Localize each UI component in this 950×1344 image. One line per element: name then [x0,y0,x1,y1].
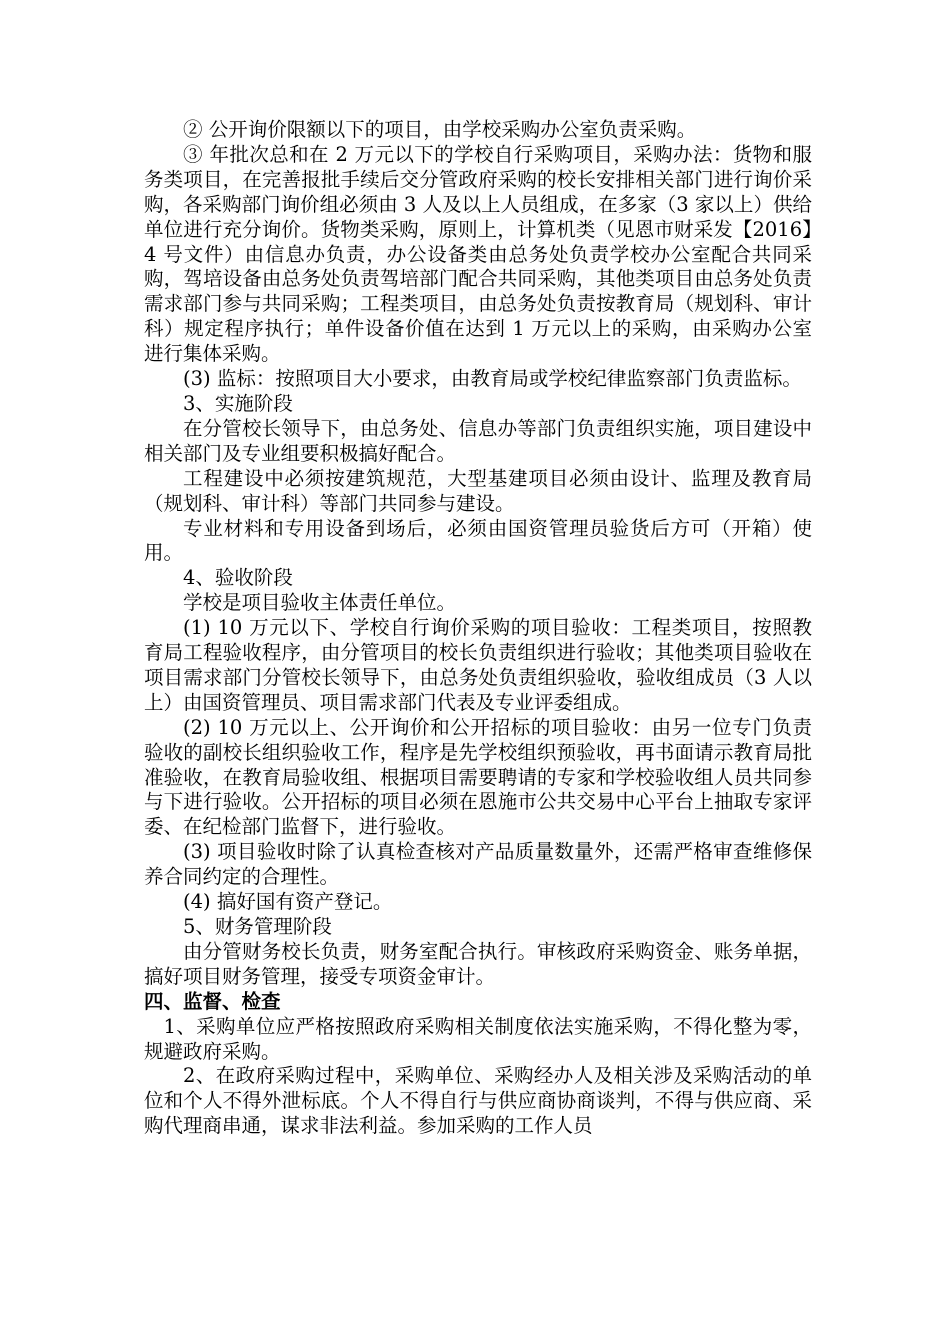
paragraph-acceptance-over-100k: (2) 10 万元以上、公开询价和公开招标的项目验收：由另一位专门负责验收的副校长组织验收工作，程序是先学校组织预验收，再书面请示教育局批准验收，在教育局验收组、根据项目需要聘请的专家和学校验收组人员共同参与下进行验收。公开招标的项目必须在恩施市公共交易中心平台上抽取专家评委、在纪检部门监督下，进行验收。 [144,715,812,839]
paragraph-school-responsibility: 学校是项目验收主体责任单位。 [183,591,457,615]
section-acceptance-stage: 4、验收阶段 [183,566,293,590]
paragraph-implementation-lead: 在分管校长领导下，由总务处、信息办等部门负责组织实施，项目建设中相关部门及专业组要积极搞好配合。 [144,416,812,465]
section-financial-management: 5、财务管理阶段 [183,915,332,938]
paragraph-acceptance-under-100k: (1) 10 万元以下、学校自行询价采购的项目验收：工程类项目，按照教育局工程验收程序，由分管项目的校长负责组织进行验收；其他类项目验收在项目需求部门分管校长领导下，由总务处负责组织验收，验收组成员（3 人以上）由国资管理员、项目需求部门代表及专业评委组成。 [144,616,812,714]
paragraph-materials-inspection: 专业材料和专用设备到场后，必须由国资管理员验货后方可（开箱）使用。 [144,516,812,565]
section-implementation-stage: 3、实施阶段 [183,391,293,415]
paragraph-construction-standards: 工程建设中必须按建筑规范，大型基建项目必须由设计、监理及教育局（规划科、审计科）等部门共同参与建设。 [144,466,812,515]
document-page [144,118,812,1139]
paragraph-bid-supervision: (3) 监标：按照项目大小要求，由教育局或学校纪律监察部门负责监标。 [183,367,802,391]
paragraph-asset-registration: (4) 搞好国有资产登记。 [183,890,393,914]
paragraph-public-inquiry-below-limit: ② 公开询价限额以下的项目，由学校采购办公室负责采购。 [183,118,697,141]
paragraph-supervision-rule-2: 2、在政府采购过程中，采购单位、采购经办人及相关涉及采购活动的单位和个人不得外泄标底。个人不得自行与供应商协商谈判，不得与供应商、采购代理商串通，谋求非法利益。参加采购的工作人员 [144,1064,812,1138]
paragraph-self-procurement-method: ③ 年批次总和在 2 万元以下的学校自行采购项目，采购办法：货物和服务类项目，在完善报批手续后交分管政府采购的校长安排相关部门进行询价采购，各采购部门询价组必须由 3 人及以上人员组成，在多家（3 家以上）供给单位进行充分询价。货物类采购，原则上，计算机类（见恩市财采发【2016】4 号文件）由信息办负责，办公设备类由总务处负责学校办公室配合共同采购，驾培设备由总务处负责驾培部门配合共同采购，其他类项目由总务处负责需求部门参与共同采购；工程类项目，由总务处负责按教育局（规划科、审计科）规定程序执行；单件设备价值在达到 1 万元以上的采购，由采购办公室进行集体采购。 [144,142,812,366]
paragraph-acceptance-quality-check: (3) 项目验收时除了认真检查核对产品质量数量外，还需严格审查维修保养合同约定的合理性。 [144,840,812,889]
paragraph-supervision-rule-1: 1、采购单位应严格按照政府采购相关制度依法实施采购，不得化整为零，规避政府采购。 [144,1014,812,1063]
heading-supervision-inspection: 四、监督、检查 [144,989,281,1013]
paragraph-financial-management: 由分管财务校长负责，财务室配合执行。审核政府采购资金、账务单据，搞好项目财务管理，接受专项资金审计。 [144,939,812,988]
